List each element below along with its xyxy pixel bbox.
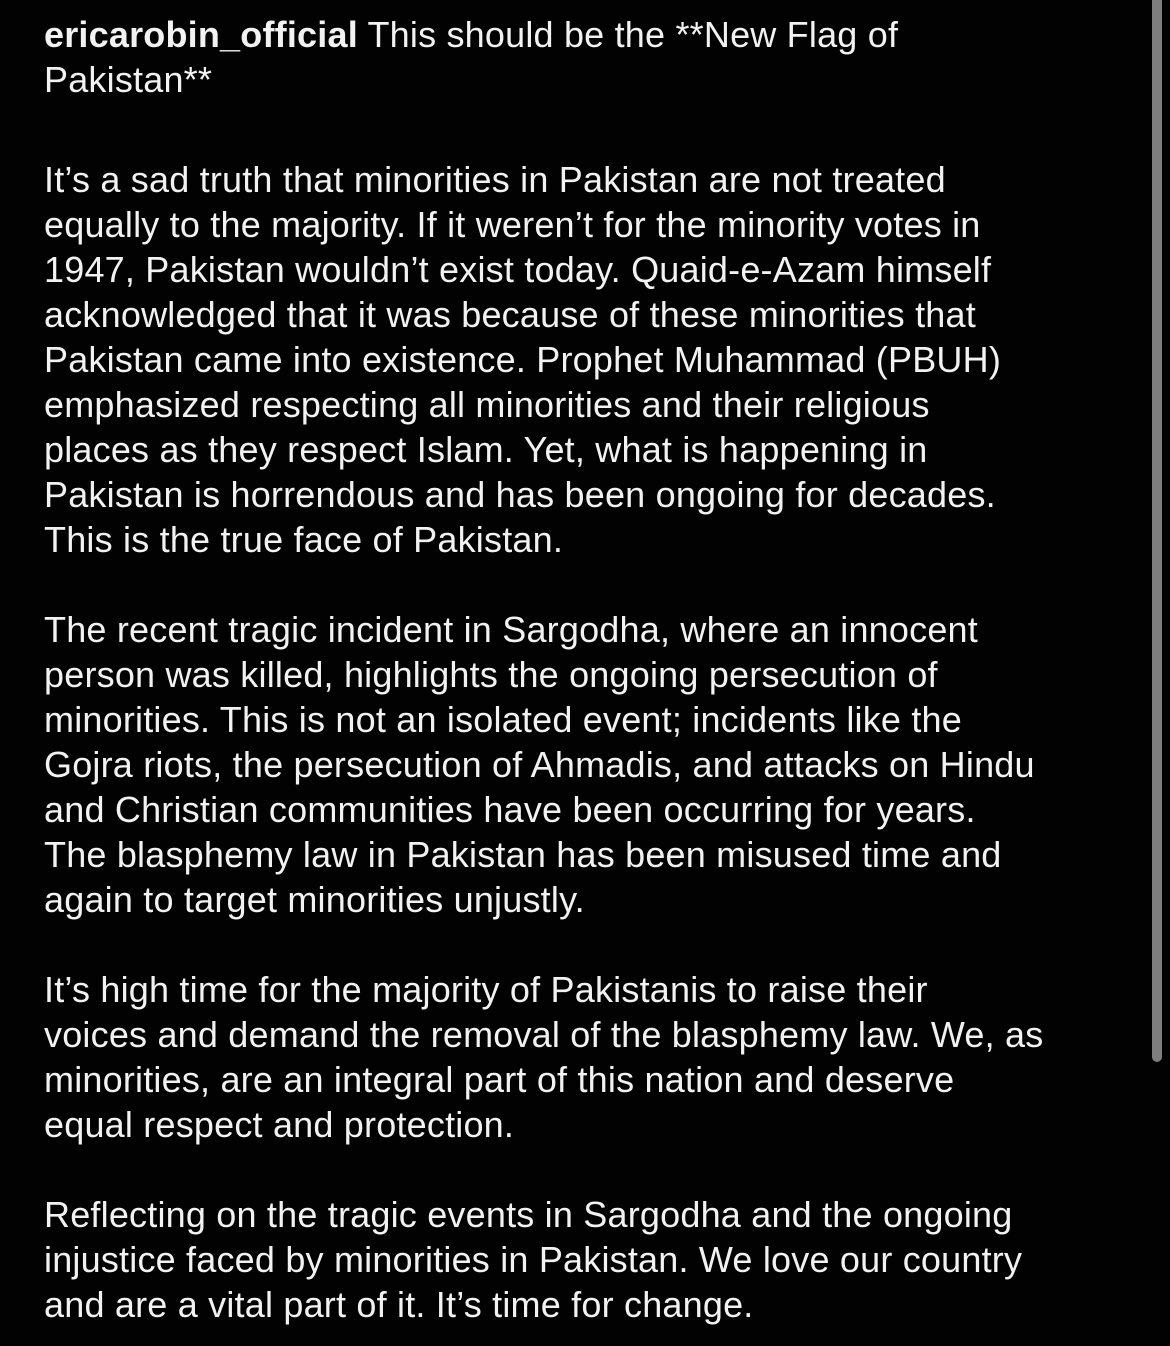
caption-paragraph <box>44 1192 1130 1327</box>
caption-line: places as they respect Islam. Yet, what is happening in <box>44 429 928 470</box>
caption-line: Pakistan** <box>44 59 213 100</box>
caption-line: Gojra riots, the persecution of Ahmadis, and attacks on Hindu <box>44 744 1035 785</box>
caption-line: person was killed, highlights the ongoing persecution of <box>44 654 938 695</box>
caption-line: and Christian communities have been occurring for years. <box>44 789 976 830</box>
caption-line: It’s high time for the majority of Pakistanis to raise their <box>44 969 928 1010</box>
caption-line: minorities. This is not an isolated event; incidents like the <box>44 699 963 740</box>
scrollbar-thumb[interactable] <box>1152 0 1162 1062</box>
caption-line: and are a vital part of it. It’s time for change. <box>44 1284 754 1325</box>
caption-line: injustice faced by minorities in Pakistan. We love our country <box>44 1239 1023 1280</box>
caption-line: Pakistan is horrendous and has been ongoing for decades. <box>44 474 996 515</box>
caption-line: minorities, are an integral part of this nation and deserve <box>44 1059 955 1100</box>
caption-line: again to target minorities unjustly. <box>44 879 585 920</box>
caption-paragraph <box>44 967 1130 1147</box>
caption-line: voices and demand the removal of the blasphemy law. We, as <box>44 1014 1044 1055</box>
caption-line-text: This should be the **New Flag of <box>357 14 899 55</box>
caption-line: This is the true face of Pakistan. <box>44 519 564 560</box>
caption-line: Reflecting on the tragic events in Sargodha and the ongoing <box>44 1194 1013 1235</box>
caption-paragraph <box>44 607 1130 922</box>
caption-paragraph-title <box>44 12 1130 102</box>
username-link[interactable]: ericarobin_official <box>44 14 358 55</box>
caption-line: equally to the majority. If it weren’t for the minority votes in <box>44 204 981 245</box>
caption-line: The recent tragic incident in Sargodha, where an innocent <box>44 609 978 650</box>
caption-line: emphasized respecting all minorities and their religious <box>44 384 930 425</box>
caption-line <box>44 12 1130 57</box>
caption-paragraph <box>44 157 1130 562</box>
caption-line: acknowledged that it was because of these minorities that <box>44 294 976 335</box>
caption-line: It’s a sad truth that minorities in Pakistan are not treated <box>44 159 946 200</box>
caption-line: Pakistan came into existence. Prophet Muhammad (PBUH) <box>44 339 1002 380</box>
caption-line: The blasphemy law in Pakistan has been misused time and <box>44 834 1002 875</box>
caption-line: equal respect and protection. <box>44 1104 515 1145</box>
caption-line: 1947, Pakistan wouldn’t exist today. Quaid-e-Azam himself <box>44 249 992 290</box>
